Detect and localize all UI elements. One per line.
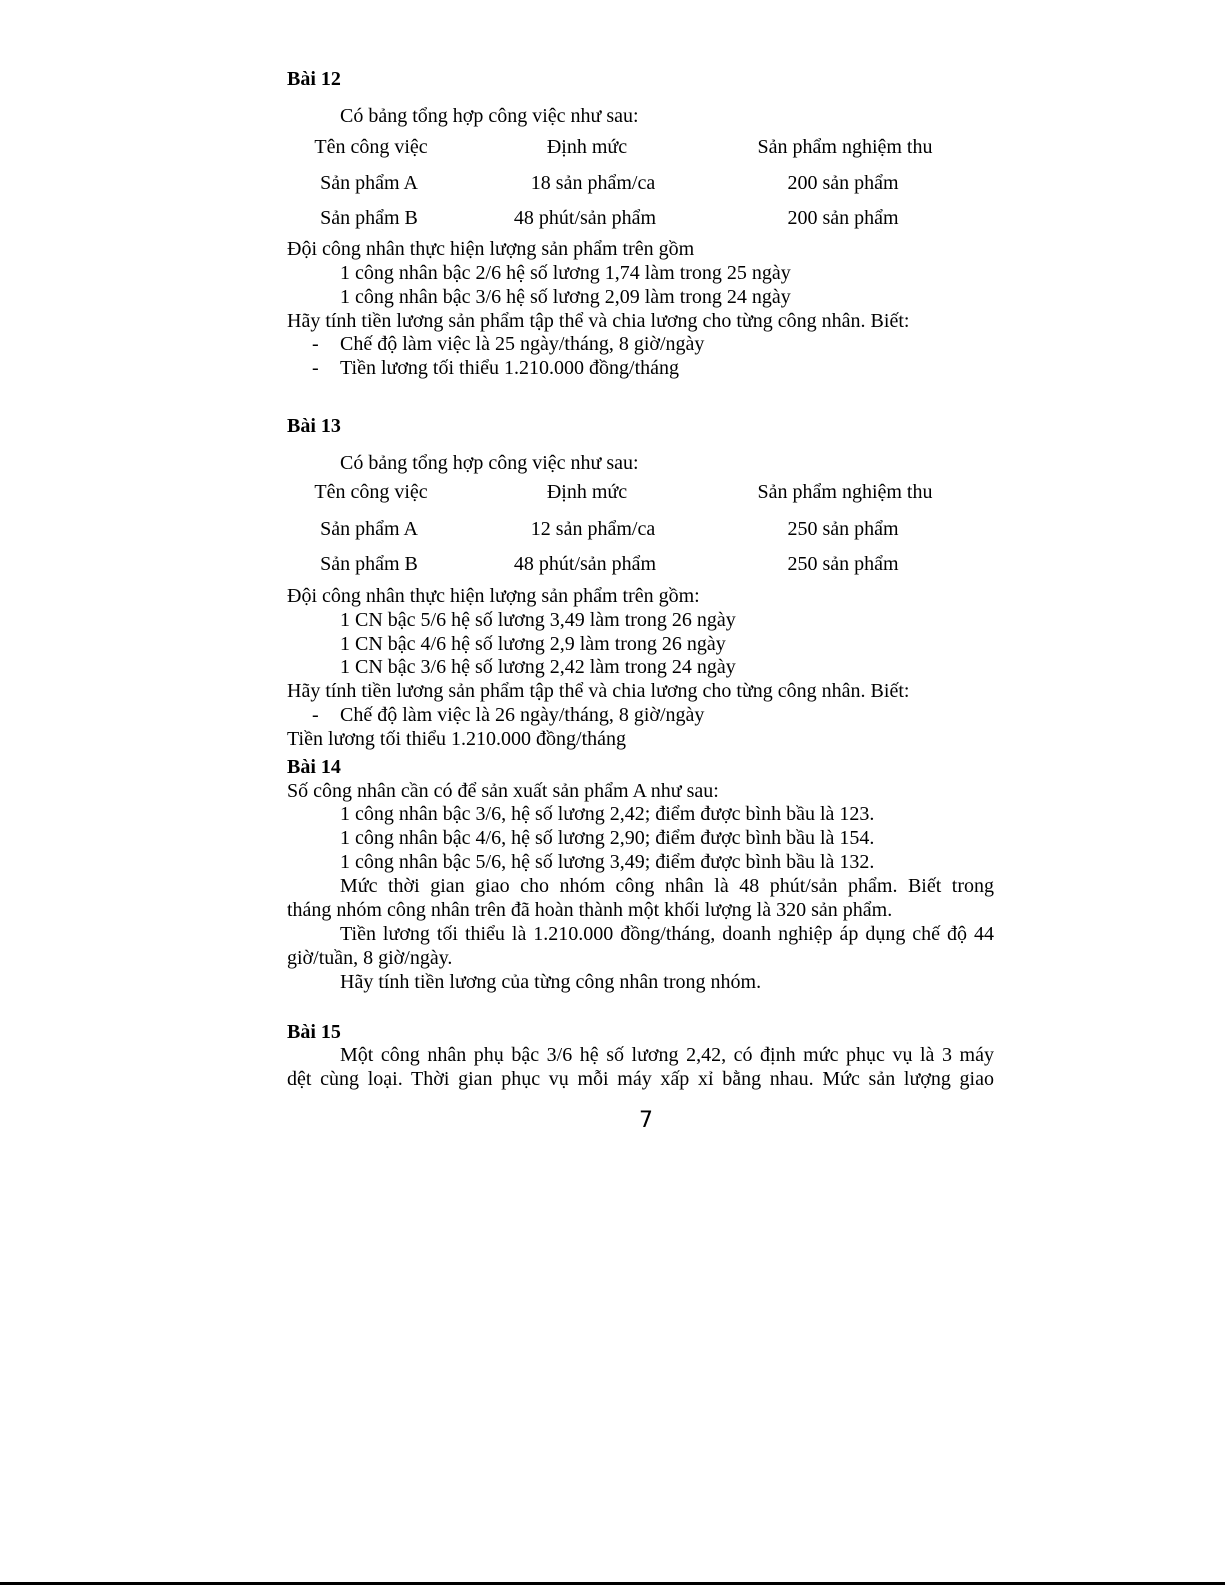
- worker-line: 1 CN bậc 5/6 hệ số lương 3,49 làm trong 26 ngày: [340, 609, 736, 631]
- table-cell: Sản phẩm B: [320, 207, 418, 229]
- worker-line: 1 CN bậc 4/6 hệ số lương 2,9 làm trong 26 ngày: [340, 633, 726, 655]
- condition-line: Tiền lương tối thiểu 1.210.000 đồng/tháng: [340, 357, 680, 379]
- exercise-12-title: Bài 12: [287, 68, 341, 90]
- exercise-15-line1: Một công nhân phụ bậc 3/6 hệ số lương 2,42, có định mức phục vụ là 3 máy: [340, 1044, 994, 1066]
- exercise-13-intro: Có bảng tổng hợp công việc như sau:: [340, 452, 639, 474]
- table-cell: Sản phẩm A: [320, 172, 418, 194]
- table-header: Định mức: [546, 136, 628, 158]
- bullet-dash: -: [312, 704, 319, 726]
- worker-line: 1 công nhân bậc 3/6, hệ số lương 2,42; điểm được bình bầu là 123.: [340, 803, 875, 825]
- table-cell: 48 phút/sản phẩm: [513, 207, 657, 229]
- bullet-dash: -: [312, 357, 319, 379]
- worker-line: 1 công nhân bậc 3/6 hệ số lương 2,09 làm trong 24 ngày: [340, 286, 791, 308]
- exercise-13-min-wage: Tiền lương tối thiểu 1.210.000 đồng/tháng: [287, 728, 627, 750]
- table-cell: Sản phẩm A: [320, 518, 418, 540]
- table-cell: 18 sản phẩm/ca: [530, 172, 656, 194]
- worker-line: 1 công nhân bậc 4/6, hệ số lương 2,90; điểm được bình bầu là 154.: [340, 827, 875, 849]
- exercise-14-para3: Hãy tính tiền lương của từng công nhân trong nhóm.: [340, 971, 762, 993]
- exercise-14-para1-line2: tháng nhóm công nhân trên đã hoàn thành một khối lượng là 320 sản phẩm.: [287, 899, 893, 921]
- exercise-13-task: Hãy tính tiền lương sản phẩm tập thể và chia lương cho từng công nhân. Biết:: [287, 680, 910, 702]
- bullet-dash: -: [312, 333, 319, 355]
- exercise-12-task: Hãy tính tiền lương sản phẩm tập thể và chia lương cho từng công nhân. Biết:: [287, 310, 910, 332]
- table-cell: 250 sản phẩm: [787, 518, 899, 540]
- exercise-14-para2-line2: giờ/tuần, 8 giờ/ngày.: [287, 947, 453, 969]
- exercise-15-line2: dệt cùng loại. Thời gian phục vụ mỗi máy xấp xỉ bằng nhau. Mức sản lượng giao: [287, 1068, 994, 1090]
- worker-line: 1 CN bậc 3/6 hệ số lương 2,42 làm trong 24 ngày: [340, 656, 736, 678]
- condition-line: Chế độ làm việc là 26 ngày/tháng, 8 giờ/ngày: [340, 704, 705, 726]
- table-cell: Sản phẩm B: [320, 553, 418, 575]
- exercise-14-intro: Số công nhân cần có để sản xuất sản phẩm A như sau:: [287, 780, 719, 802]
- table-cell: 48 phút/sản phẩm: [513, 553, 657, 575]
- table-cell: 200 sản phẩm: [787, 172, 899, 194]
- worker-line: 1 công nhân bậc 5/6, hệ số lương 3,49; điểm được bình bầu là 132.: [340, 851, 875, 873]
- table-header: Sản phẩm nghiệm thu: [757, 481, 933, 503]
- table-cell: 250 sản phẩm: [787, 553, 899, 575]
- exercise-14-para2-line1: Tiền lương tối thiểu là 1.210.000 đồng/tháng, doanh nghiệp áp dụng chế độ 44: [340, 923, 994, 945]
- table-header: Tên công việc: [314, 136, 428, 158]
- table-header: Định mức: [546, 481, 628, 503]
- table-cell: 12 sản phẩm/ca: [530, 518, 656, 540]
- table-cell: 200 sản phẩm: [787, 207, 899, 229]
- exercise-14-para1-line1: Mức thời gian giao cho nhóm công nhân là 48 phút/sản phẩm. Biết trong: [340, 875, 994, 897]
- worker-line: 1 công nhân bậc 2/6 hệ số lương 1,74 làm trong 25 ngày: [340, 262, 791, 284]
- exercise-12-intro: Có bảng tổng hợp công việc như sau:: [340, 105, 639, 127]
- exercise-13-title: Bài 13: [287, 415, 341, 437]
- condition-line: Chế độ làm việc là 25 ngày/tháng, 8 giờ/ngày: [340, 333, 705, 355]
- page-number: 7: [639, 1108, 653, 1133]
- exercise-15-title: Bài 15: [287, 1021, 341, 1043]
- table-header: Sản phẩm nghiệm thu: [757, 136, 933, 158]
- exercise-14-title: Bài 14: [287, 756, 341, 778]
- exercise-13-team: Đội công nhân thực hiện lượng sản phẩm trên gồm:: [287, 585, 700, 607]
- exercise-12-team: Đội công nhân thực hiện lượng sản phẩm trên gồm: [287, 238, 695, 260]
- table-header: Tên công việc: [314, 481, 428, 503]
